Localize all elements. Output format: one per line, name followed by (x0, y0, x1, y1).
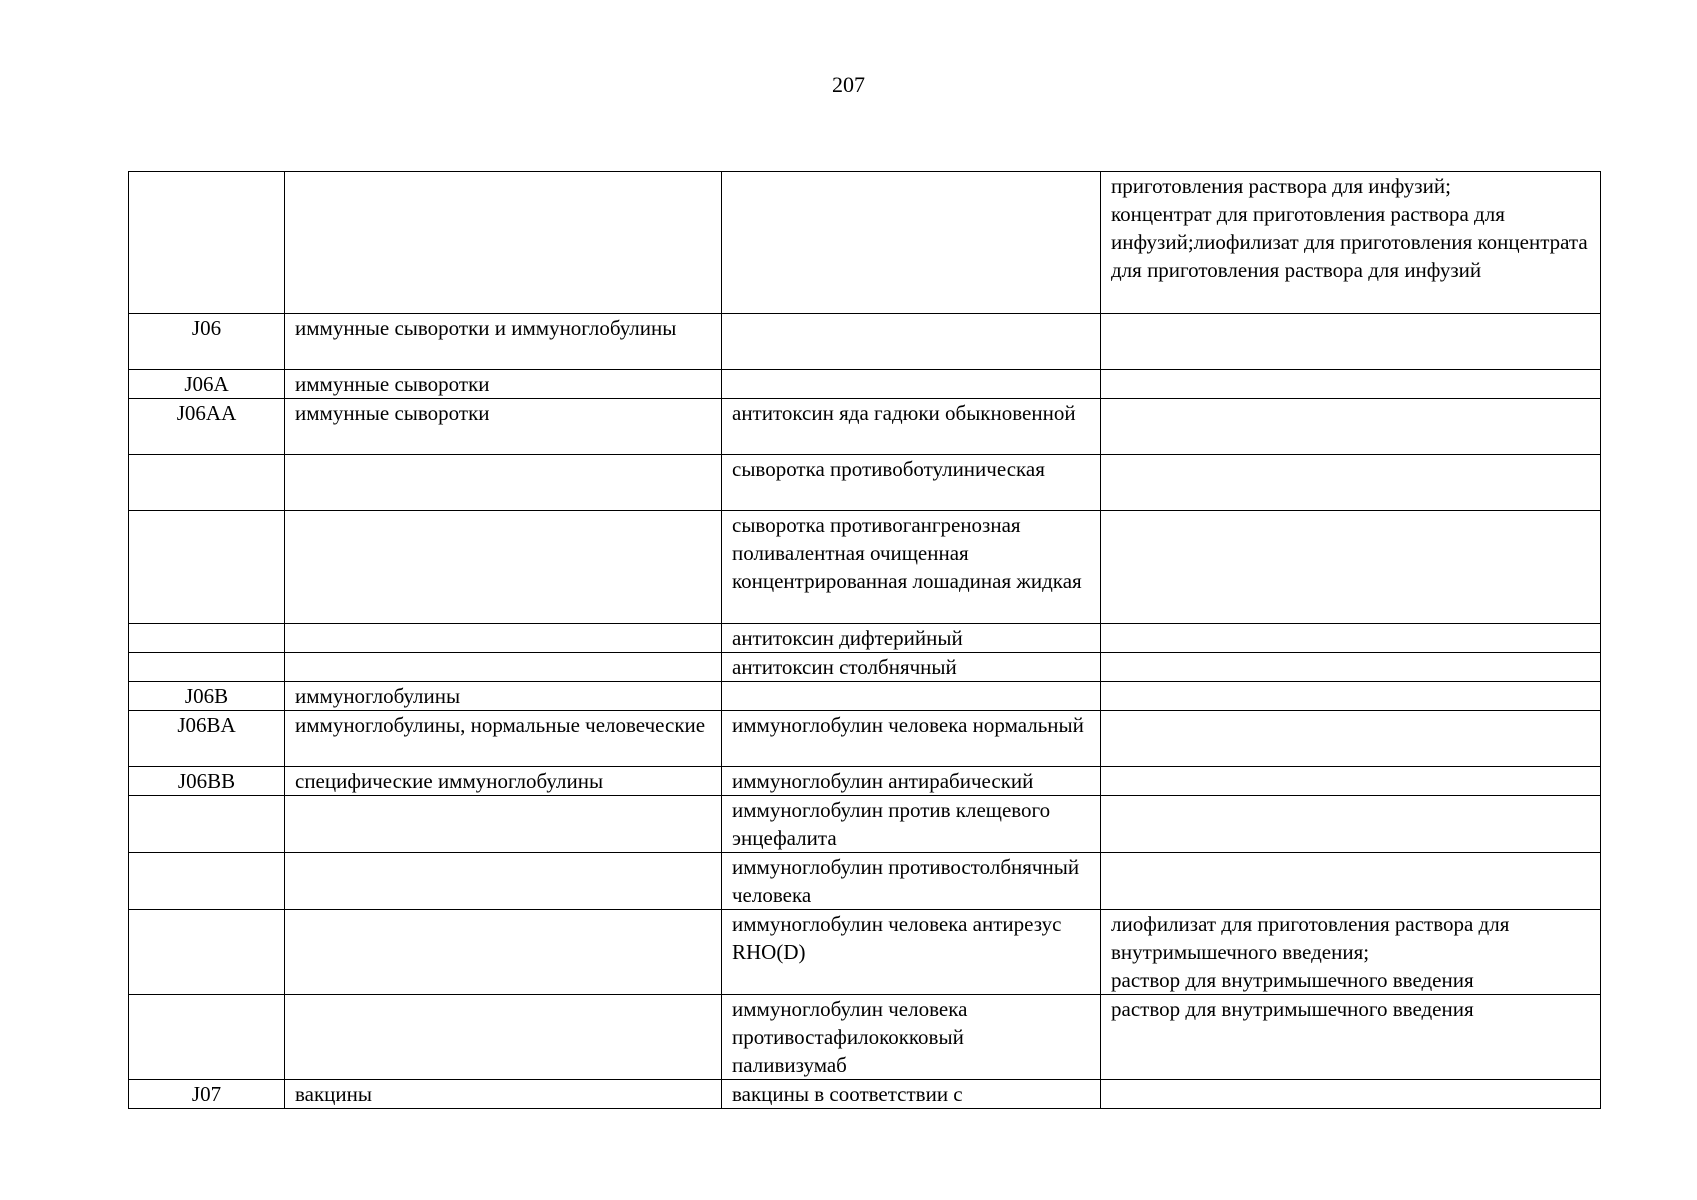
table-row (129, 910, 1601, 995)
group-name-cell (285, 853, 722, 910)
group-name-cell (285, 624, 722, 653)
dosage-form-cell (1101, 853, 1601, 910)
dosage-form-cell (1101, 624, 1601, 653)
atc-code-cell: J06 (129, 314, 285, 370)
table-row (129, 624, 1601, 653)
drug-name-cell: сыворотка противогангренозная поливалентная очищенная концентрированная лошадиная жидкая (722, 511, 1101, 624)
group-name-cell: иммуноглобулины (285, 682, 722, 711)
drug-name-cell: иммуноглобулин человека антирезус RHO(D) (722, 910, 1101, 995)
drug-name-cell: вакцины в соответствии с (722, 1080, 1101, 1109)
table-row (129, 399, 1601, 455)
drug-name-cell: сыворотка противоботулиническая (722, 455, 1101, 511)
table-row (129, 853, 1601, 910)
group-name-cell: иммунные сыворотки и иммуноглобулины (285, 314, 722, 370)
atc-code-cell (129, 624, 285, 653)
drug-name-cell (722, 172, 1101, 314)
dosage-form-cell (1101, 711, 1601, 767)
atc-code-cell (129, 853, 285, 910)
table-row (129, 172, 1601, 314)
drug-name-cell: иммуноглобулин антирабический (722, 767, 1101, 796)
dosage-form-cell (1101, 796, 1601, 853)
atc-code-cell (129, 995, 285, 1080)
group-name-cell (285, 172, 722, 314)
dosage-form-cell (1101, 314, 1601, 370)
atc-code-cell (129, 796, 285, 853)
drug-name-cell (722, 682, 1101, 711)
table-row (129, 796, 1601, 853)
drug-table (128, 171, 1601, 1109)
dosage-form-cell (1101, 399, 1601, 455)
table-row (129, 455, 1601, 511)
table-row (129, 653, 1601, 682)
dosage-form-cell: лиофилизат для приготовления раствора для внутримышечного введения; раствор для внутримышечного введения (1101, 910, 1601, 995)
atc-code-cell (129, 455, 285, 511)
group-name-cell: иммунные сыворотки (285, 370, 722, 399)
table-row (129, 682, 1601, 711)
atc-code-cell: J07 (129, 1080, 285, 1109)
dosage-form-cell: раствор для внутримышечного введения (1101, 995, 1601, 1080)
atc-code-cell: J06A (129, 370, 285, 399)
table-row (129, 711, 1601, 767)
table-row (129, 1080, 1601, 1109)
group-name-cell (285, 455, 722, 511)
atc-code-cell: J06AA (129, 399, 285, 455)
group-name-cell: иммунные сыворотки (285, 399, 722, 455)
table-row (129, 767, 1601, 796)
atc-code-cell (129, 511, 285, 624)
group-name-cell (285, 910, 722, 995)
drug-name-cell: антитоксин столбнячный (722, 653, 1101, 682)
atc-code-cell (129, 653, 285, 682)
dosage-form-cell (1101, 767, 1601, 796)
page-number: 207 (832, 72, 865, 97)
atc-code-cell (129, 172, 285, 314)
group-name-cell: специфические иммуноглобулины (285, 767, 722, 796)
table-row (129, 995, 1601, 1080)
drug-name-cell: антитоксин дифтерийный (722, 624, 1101, 653)
group-name-cell: иммуноглобулины, нормальные человеческие (285, 711, 722, 767)
drug-name-cell: иммуноглобулин противостолбнячный человека (722, 853, 1101, 910)
atc-code-cell (129, 910, 285, 995)
dosage-form-cell (1101, 1080, 1601, 1109)
dosage-form-cell (1101, 511, 1601, 624)
drug-name-cell: иммуноглобулин против клещевого энцефалита (722, 796, 1101, 853)
dosage-form-cell: приготовления раствора для инфузий; концентрат для приготовления раствора для инфузий;лиофилизат для приготовления концентрата для приготовления раствора для инфузий (1101, 172, 1601, 314)
dosage-form-cell (1101, 682, 1601, 711)
group-name-cell (285, 511, 722, 624)
drug-name-cell: иммуноглобулин человека противостафилококковый паливизумаб (722, 995, 1101, 1080)
drug-name-cell (722, 314, 1101, 370)
table-row (129, 511, 1601, 624)
atc-code-cell: J06BA (129, 711, 285, 767)
drug-name-cell: иммуноглобулин человека нормальный (722, 711, 1101, 767)
drug-name-cell: антитоксин яда гадюки обыкновенной (722, 399, 1101, 455)
table-row (129, 314, 1601, 370)
group-name-cell: вакцины (285, 1080, 722, 1109)
group-name-cell (285, 653, 722, 682)
atc-code-cell: J06BB (129, 767, 285, 796)
table-row (129, 370, 1601, 399)
atc-code-cell: J06B (129, 682, 285, 711)
group-name-cell (285, 796, 722, 853)
dosage-form-cell (1101, 653, 1601, 682)
dosage-form-cell (1101, 455, 1601, 511)
dosage-form-cell (1101, 370, 1601, 399)
group-name-cell (285, 995, 722, 1080)
drug-name-cell (722, 370, 1101, 399)
